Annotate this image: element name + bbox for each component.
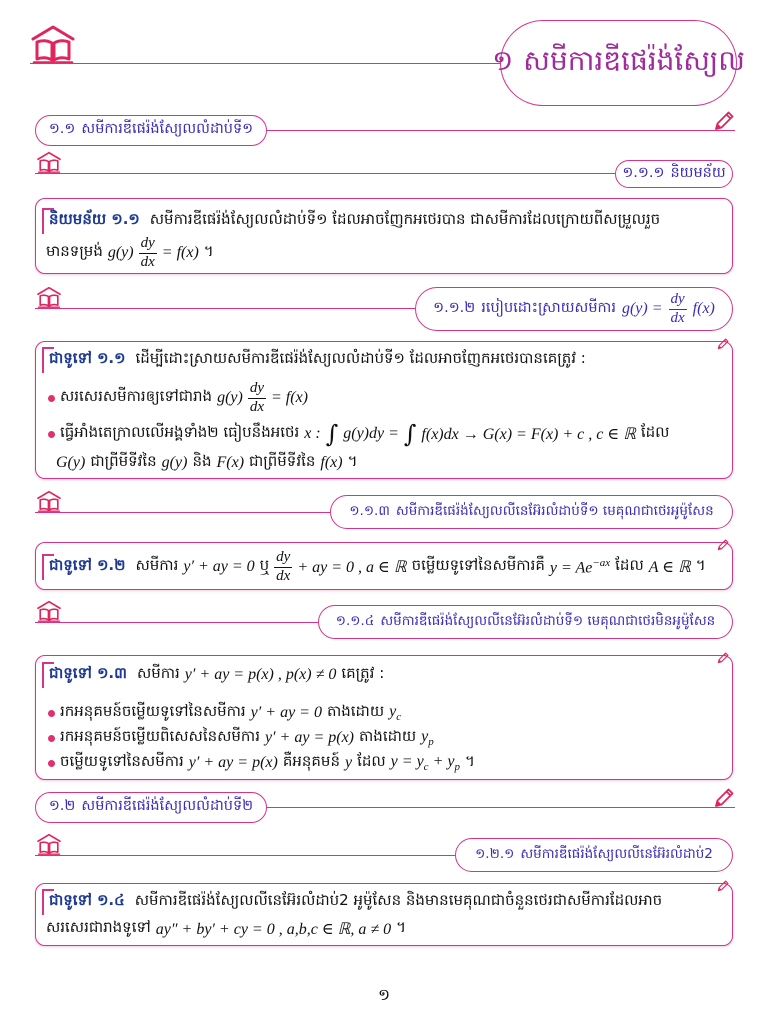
- subsection-number: ១.១.២: [433, 299, 476, 316]
- general-1-2-line: [42, 547, 724, 587]
- general-1-2-box: [35, 542, 733, 590]
- text-part: ជាព្រីមីទីវនៃ: [90, 452, 157, 470]
- definition-line-1: [42, 207, 724, 235]
- chapter-rule: [30, 63, 500, 64]
- text-part: សមីការ: [136, 664, 180, 682]
- definition-text-form: មានទម្រង់: [46, 242, 103, 260]
- chapter-book-icon: [30, 24, 76, 64]
- equation: y′ + ay = p(x): [264, 729, 355, 746]
- variable: [421, 728, 434, 748]
- general-1-3-box: [35, 655, 733, 780]
- bullet-item: [48, 378, 724, 418]
- subsection-1-1-1-heading: [615, 160, 733, 188]
- integral-sign: ∫: [325, 420, 339, 448]
- variable-base: y: [389, 702, 397, 720]
- end-mark: ។: [695, 556, 706, 574]
- fraction: [669, 292, 687, 327]
- general-label: ជាទូទៅ ១.១: [42, 347, 130, 373]
- solution-equation: [391, 753, 460, 773]
- definition-1-1-box: [35, 198, 733, 274]
- math-term: g(y): [161, 454, 188, 471]
- section-number: ១.១: [48, 121, 76, 137]
- subscript: p: [454, 761, 460, 774]
- definition-text: សមីការឌីផេរ៉ង់ស្យែលលំដាប់ទី១ ដែលអាចញែកអថេរបាន ជាសមីការដែលក្រោយពីសម្រួលរួច: [149, 210, 661, 228]
- page-number: ១: [377, 985, 391, 1004]
- end-mark: ។: [464, 752, 475, 770]
- equation-part: f(x)dx → G(x) = F(x) + c , c ∈ ℝ: [421, 426, 636, 443]
- equation-part: g(y)dy =: [343, 425, 399, 442]
- text-part: គេត្រូវ :: [341, 664, 385, 682]
- bullet-item: [48, 700, 724, 726]
- subsection-1-1-4-rule: [35, 622, 318, 623]
- general-label: ជាទូទៅ ១.២: [42, 554, 130, 580]
- subsection-1-1-4-heading: [318, 605, 733, 639]
- text-part: ដែល: [357, 752, 386, 770]
- section-title: សមីការឌីផេរ៉ង់ស្យែលលំដាប់ទី១: [81, 121, 254, 137]
- subsection-number: ១.១.៣: [349, 503, 390, 519]
- pencil-icon: [716, 337, 730, 351]
- variable: y: [344, 754, 353, 771]
- book-icon: [36, 490, 62, 512]
- subsection-1-1-3-heading: [330, 495, 733, 529]
- text-part: ចម្លើយទូទៅនៃសមីការគឺ: [411, 556, 545, 574]
- fraction: [139, 236, 157, 271]
- fraction-denominator: dx: [276, 567, 291, 584]
- integral-sign: ∫: [403, 420, 417, 448]
- variable-base: y: [421, 727, 429, 745]
- variable: x :: [304, 425, 321, 442]
- subsection-title: សមីការឌីផេរ៉ង់ស្យែលលីនេអ៊ែរលំដាប់2: [520, 846, 713, 862]
- fraction: [248, 381, 266, 416]
- subsection-title: សមីការឌីផេរ៉ង់ស្យែលលីនេអ៊ែរលំដាប់ទី១ មេគុណជាថេរអូម៉ូសែន: [395, 503, 714, 519]
- general-label: ជាទូទៅ ១.៣: [42, 662, 132, 688]
- intro-text: ដើម្បីដោះស្រាយសមីការឌីផេរ៉ង់ស្យែលលំដាប់ទី១ ដែលអាចញែកអថេរបានគេត្រូវ :: [135, 349, 586, 367]
- subsection-1-1-2-rule: [35, 308, 415, 309]
- book-icon: [36, 833, 62, 855]
- section-1-1-heading: [35, 115, 267, 146]
- fraction-denominator: dx: [249, 398, 264, 415]
- bullet-dot-icon: [48, 395, 55, 402]
- text-part: សមីការ: [135, 556, 179, 574]
- text-part: សរសេរជារាងទូទៅ: [46, 918, 151, 936]
- bullet-item: [48, 725, 724, 751]
- equation-part: y = y: [390, 752, 424, 770]
- subsection-title: របៀបដោះស្រាយសមីការ: [481, 299, 616, 316]
- chapter-number: ១: [492, 43, 514, 77]
- section-1-2-heading: [35, 792, 267, 823]
- solution-exponent: −ax: [592, 556, 611, 569]
- equation-rhs: = f(x): [271, 389, 308, 406]
- equation: y′ + ay = 0: [183, 558, 255, 575]
- section-title: សមីការឌីផេរ៉ង់ស្យែលលំដាប់ទី២: [81, 798, 254, 814]
- pencil-icon: [716, 538, 730, 552]
- fraction: [274, 550, 292, 585]
- bullet-text: ចម្លើយទូទៅនៃសមីការ: [60, 752, 184, 770]
- fraction-numerator: dy: [274, 550, 292, 568]
- equation-rhs: = f(x): [161, 244, 199, 261]
- pencil-icon: [712, 109, 736, 133]
- fraction-denominator: dx: [670, 309, 685, 326]
- general-1-1-box: [35, 341, 733, 479]
- definition-line-2: [46, 235, 724, 271]
- bullet-dot-icon: [48, 431, 55, 438]
- subscript: c: [423, 761, 429, 774]
- equation-lhs: g(y) =: [621, 300, 663, 317]
- section-1-2-rule: [267, 807, 735, 808]
- math-term: F(x): [216, 454, 245, 471]
- general-label: ជាទូទៅ ១.៤: [42, 889, 130, 915]
- subsection-number: ១.២.១: [475, 846, 515, 862]
- variable-subscript: p: [428, 736, 434, 749]
- subsection-1-1-3-rule: [35, 512, 330, 513]
- subsection-title: និយមន័យ: [670, 164, 726, 181]
- book-icon: [36, 151, 62, 173]
- fraction-denominator: dx: [140, 253, 155, 270]
- solution-equation: [550, 557, 610, 577]
- end-mark: ។: [347, 452, 358, 470]
- fraction-numerator: dy: [669, 292, 687, 310]
- equation: ay″ + by′ + cy = 0 , a,b,c ∈ ℝ, a ≠ 0: [155, 921, 392, 938]
- subsection-1-1-1-rule: [35, 173, 615, 174]
- subsection-number: ១.១.១: [622, 164, 665, 181]
- general-1-1-intro: [42, 346, 724, 374]
- text-part: សមីការឌីផេរ៉ង់ស្យែលលីនេអ៊ែរលំដាប់2 អូម៉ូសែន និងមានមេគុណជាចំនួនថេរជាសមីការដែលអាច: [134, 891, 663, 909]
- solution-base: y = Ae: [549, 559, 593, 577]
- general-1-4-box: [35, 883, 733, 946]
- general-1-4-line-1: [42, 888, 724, 916]
- text-part: តាងដោយ: [359, 727, 417, 745]
- bullet-tail: ដែល: [640, 423, 670, 441]
- subsection-1-1-2-heading: [415, 287, 733, 331]
- fraction-numerator: dy: [248, 381, 266, 399]
- variable-subscript: c: [396, 711, 402, 724]
- chapter-title-pill: [492, 20, 745, 106]
- text-part: តាងដោយ: [326, 702, 385, 720]
- equation-lhs: g(y): [217, 389, 243, 406]
- text-part: ជាព្រីមីទីវនៃ: [249, 452, 316, 470]
- equation: y′ + ay = p(x) , p(x) ≠ 0: [184, 666, 337, 683]
- fraction-numerator: dy: [139, 236, 157, 254]
- equation-lhs: g(y): [107, 244, 134, 261]
- bullet-continuation: [56, 450, 724, 476]
- bullet-dot-icon: [48, 710, 55, 717]
- end-mark: ។: [203, 242, 214, 260]
- chapter-title: សមីការឌីផេរ៉ង់ស្យែល: [523, 43, 745, 77]
- math-term: G(y): [56, 454, 86, 471]
- general-1-3-intro: [42, 661, 724, 689]
- pencil-icon: [716, 879, 730, 893]
- math-term: f(x): [320, 454, 343, 471]
- equation: y′ + ay = p(x): [188, 754, 278, 771]
- general-1-4-line-2: [46, 915, 724, 943]
- pencil-icon: [712, 786, 736, 810]
- end-mark: ។: [396, 918, 406, 936]
- equation: A ∈ ℝ: [648, 559, 691, 576]
- text-part: និង: [192, 452, 212, 470]
- equation-part: + y: [432, 752, 455, 770]
- book-icon: [36, 600, 62, 622]
- equation: y′ + ay = 0: [250, 704, 322, 721]
- equation-rhs: f(x): [692, 300, 715, 317]
- bullet-item: [48, 418, 724, 450]
- book-icon: [36, 286, 62, 308]
- bullet-item: [48, 750, 724, 776]
- bullet-dot-icon: [48, 735, 55, 742]
- bullet-text: រកអនុគមន៍ចម្លើយពិសេសនៃសមីការ: [60, 727, 260, 745]
- section-number: ១.២: [48, 798, 76, 814]
- subsection-1-2-1-heading: [455, 838, 733, 872]
- bullet-text: រកអនុគមន៍ចម្លើយទូទៅនៃសមីការ: [60, 702, 246, 720]
- bullet-text: សរសេរសមីការឲ្យទៅជារាង: [60, 387, 213, 405]
- bullet-text: ធ្វើអាំងតេក្រាលលើអង្គទាំង២ ធៀបនឹងអថេរ: [60, 423, 300, 441]
- equation: + ay = 0 , a ∈ ℝ: [297, 559, 407, 576]
- subsection-1-2-1-rule: [35, 855, 455, 856]
- text-part: គឺអនុគមន៍: [282, 752, 340, 770]
- subsection-title: សមីការឌីផេរ៉ង់ស្យែលលីនេអ៊ែរលំដាប់ទី១ មេគុណជាថេរមិនអូម៉ូសែន: [380, 613, 716, 629]
- bullet-dot-icon: [48, 760, 55, 767]
- section-1-1-rule: [267, 130, 735, 131]
- variable: [389, 703, 401, 723]
- text-part: ដែល: [615, 556, 644, 574]
- subsection-number: ១.១.៤: [335, 613, 375, 629]
- definition-label: និយមន័យ ១.១: [42, 208, 145, 234]
- text-part: ឬ: [259, 556, 270, 574]
- pencil-icon: [716, 651, 730, 665]
